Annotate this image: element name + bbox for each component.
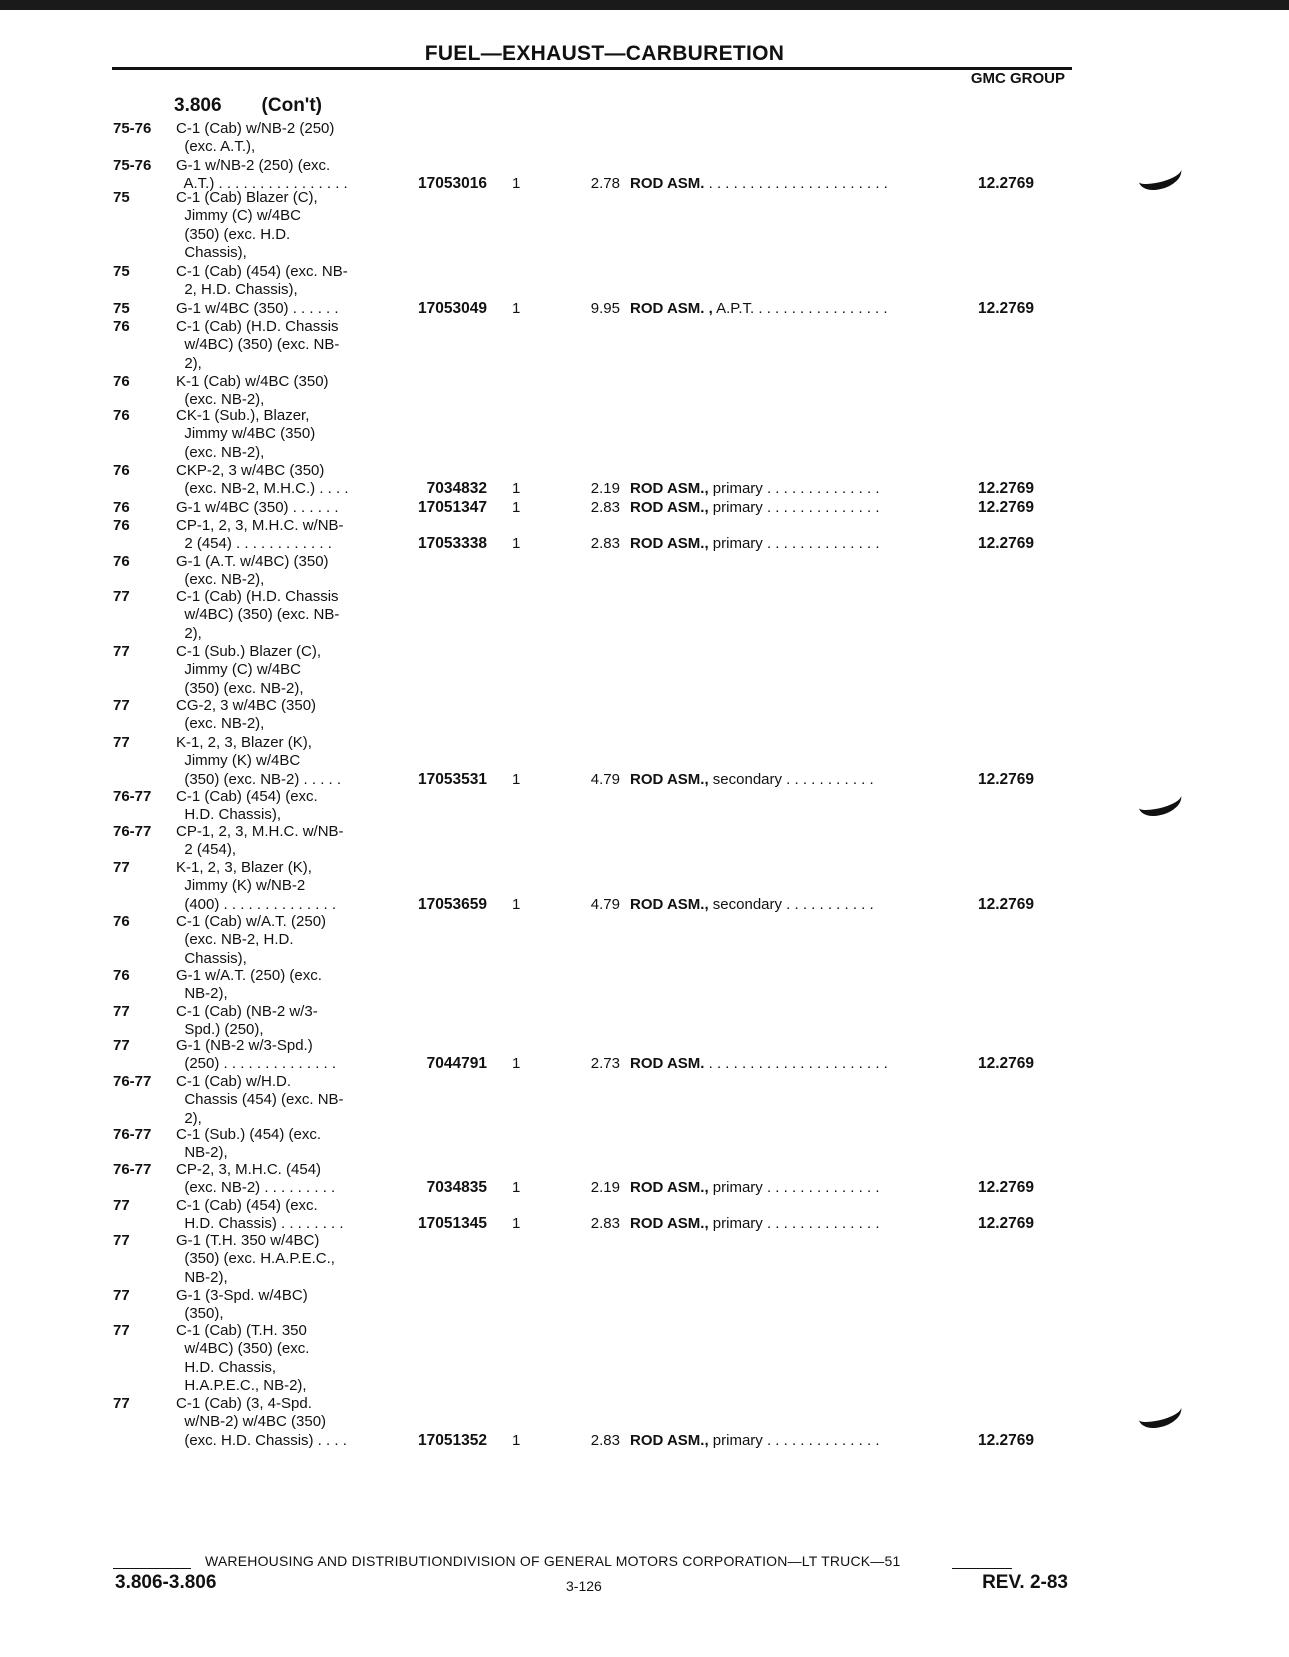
model-year: 77 xyxy=(113,734,130,751)
application-text: CK-1 (Sub.), Blazer, Jimmy w/4BC (350) (exc. NB-2), xyxy=(176,407,316,461)
application-text: K-1, 2, 3, Blazer (K), Jimmy (K) w/NB-2 (400) . . . . . . . . . . . . . . xyxy=(176,859,337,913)
group-number: 12.2769 xyxy=(978,175,1035,193)
part-number: 7044791 xyxy=(426,1055,487,1073)
model-year: 77 xyxy=(113,1232,130,1249)
part-description xyxy=(630,896,950,913)
price: 2.19 xyxy=(590,480,620,498)
application-text: C-1 (Sub.) Blazer (C), Jimmy (C) w/4BC (350) (exc. NB-2), xyxy=(176,643,322,697)
part-qualifier: secondary . . . . . . . . . . . xyxy=(708,770,874,788)
model-year: 77 xyxy=(113,1322,130,1339)
footer-rule-left xyxy=(113,1568,191,1569)
application-text: K-1, 2, 3, Blazer (K), Jimmy (K) w/4BC (350) (exc. NB-2) . . . . . xyxy=(176,734,342,788)
part-qualifier: primary . . . . . . . . . . . . . . xyxy=(708,535,880,553)
model-year: 76-77 xyxy=(113,1161,152,1178)
part-number: 17051352 xyxy=(418,1431,487,1449)
part-description xyxy=(630,499,950,516)
part-name: ROD ASM., xyxy=(630,499,709,516)
group-number: 12.2769 xyxy=(978,535,1035,553)
part-number: 17053016 xyxy=(418,175,487,193)
part-qualifier: primary . . . . . . . . . . . . . . xyxy=(708,1431,880,1449)
price: 9.95 xyxy=(590,300,620,317)
part-qualifier: primary . . . . . . . . . . . . . . xyxy=(708,1179,880,1197)
part-number: 7034832 xyxy=(426,480,487,498)
part-name: ROD ASM., xyxy=(630,1431,709,1449)
part-name: ROD ASM. xyxy=(630,1055,705,1073)
model-year: 77 xyxy=(113,1037,130,1054)
application-text: C-1 (Cab) (454) (exc. H.D. Chassis), xyxy=(176,788,318,824)
part-name: ROD ASM., xyxy=(630,1215,709,1233)
page-title: FUEL—EXHAUST—CARBURETION xyxy=(424,42,785,65)
application-text: G-1 (NB-2 w/3-Spd.) (250) . . . . . . . . . . . . . . xyxy=(176,1037,337,1073)
group-number: 12.2769 xyxy=(978,499,1035,516)
section-number: 3.806 xyxy=(174,95,222,116)
application-text: C-1 (Cab) (NB-2 w/3- Spd.) (250), xyxy=(176,1003,318,1039)
footer-range: 3.806-3.806 xyxy=(115,1572,217,1593)
model-year: 75 xyxy=(113,189,130,206)
binder-mark-middle xyxy=(1136,784,1185,820)
part-description xyxy=(630,1215,950,1232)
group-label: GMC GROUP xyxy=(970,70,1065,87)
price: 4.79 xyxy=(590,895,620,913)
part-name: ROD ASM., xyxy=(630,895,709,913)
section-note: (Con't) xyxy=(261,95,322,116)
part-qualifier: . . . . . . . . . . . . . . . . . . . . . . xyxy=(704,1055,888,1073)
model-year: 76-77 xyxy=(113,1073,152,1090)
application-text: CG-2, 3 w/4BC (350) (exc. NB-2), xyxy=(176,697,317,733)
application-text: CP-2, 3, M.H.C. (454) (exc. NB-2) . . . . . . . . . xyxy=(176,1161,336,1197)
part-description xyxy=(630,175,950,192)
model-year: 77 xyxy=(113,1395,130,1412)
quantity: 1 xyxy=(512,1055,521,1073)
model-year: 77 xyxy=(113,1197,130,1214)
application-text: G-1 w/A.T. (250) (exc. NB-2), xyxy=(176,967,322,1003)
application-text: C-1 (Cab) Blazer (C), Jimmy (C) w/4BC (350) (exc. H.D. Chassis), xyxy=(176,189,318,262)
part-description xyxy=(630,1432,950,1449)
quantity: 1 xyxy=(512,499,521,516)
part-description xyxy=(630,300,950,317)
part-name: ROD ASM., xyxy=(630,535,709,553)
application-text: C-1 (Cab) w/H.D. Chassis (454) (exc. NB- 2), xyxy=(176,1073,344,1127)
part-number: 17053659 xyxy=(418,895,487,913)
part-number: 7034835 xyxy=(426,1179,487,1197)
footer-rule-right xyxy=(952,1568,1012,1569)
footer-revision: REV. 2-83 xyxy=(982,1572,1068,1593)
part-qualifier: secondary . . . . . . . . . . . xyxy=(708,895,874,913)
price: 2.83 xyxy=(590,1431,620,1449)
footer-division: WAREHOUSING AND DISTRIBUTIONDIVISION OF GENERAL MOTORS CORPORATION—LT TRUCK—51 xyxy=(205,1553,901,1569)
part-name: ROD ASM. , xyxy=(630,300,713,317)
price: 2.19 xyxy=(590,1179,620,1197)
part-description xyxy=(630,535,950,552)
quantity: 1 xyxy=(512,1215,521,1233)
model-year: 76 xyxy=(113,462,130,479)
group-number: 12.2769 xyxy=(978,1055,1035,1073)
price: 4.79 xyxy=(590,770,620,788)
part-qualifier: primary . . . . . . . . . . . . . . xyxy=(708,1215,880,1233)
model-year: 76 xyxy=(113,373,130,390)
model-year: 76 xyxy=(113,553,130,570)
application-text: CP-1, 2, 3, M.H.C. w/NB- 2 (454), xyxy=(176,823,344,859)
application-text: C-1 (Cab) (H.D. Chassis w/4BC) (350) (exc. NB- 2), xyxy=(176,318,340,372)
part-number: 17053531 xyxy=(418,770,487,788)
group-number: 12.2769 xyxy=(978,770,1035,788)
application-text: C-1 (Cab) w/NB-2 (250) (exc. A.T.), xyxy=(176,120,335,156)
quantity: 1 xyxy=(512,535,521,553)
part-qualifier: A.P.T. . . . . . . . . . . . . . . . . xyxy=(712,300,888,317)
part-description xyxy=(630,480,950,497)
application-text: CKP-2, 3 w/4BC (350) (exc. NB-2, M.H.C.) . . . . xyxy=(176,462,349,498)
quantity: 1 xyxy=(512,300,521,317)
model-year: 76 xyxy=(113,499,130,516)
application-text: C-1 (Cab) (3, 4-Spd. w/NB-2) w/4BC (350) (exc. H.D. Chassis) . . . . xyxy=(176,1395,347,1449)
group-number: 12.2769 xyxy=(978,480,1035,498)
footer-page-number: 3-126 xyxy=(566,1578,602,1594)
quantity: 1 xyxy=(512,1179,521,1197)
price: 2.73 xyxy=(590,1055,620,1073)
quantity: 1 xyxy=(512,895,521,913)
model-year: 76-77 xyxy=(113,823,152,840)
section-heading xyxy=(174,95,322,117)
part-description xyxy=(630,1179,950,1196)
price: 2.78 xyxy=(590,175,620,193)
part-number: 17053338 xyxy=(418,535,487,553)
part-qualifier: . . . . . . . . . . . . . . . . . . . . . . xyxy=(704,175,888,193)
model-year: 76-77 xyxy=(113,788,152,805)
group-number: 12.2769 xyxy=(978,1215,1035,1233)
model-year: 76 xyxy=(113,913,130,930)
part-number: 17051347 xyxy=(418,499,487,516)
part-qualifier: primary . . . . . . . . . . . . . . xyxy=(708,499,880,516)
part-name: ROD ASM., xyxy=(630,480,709,498)
part-number: 17053049 xyxy=(418,300,487,317)
application-text: G-1 (3-Spd. w/4BC) (350), xyxy=(176,1287,308,1323)
application-text: C-1 (Cab) (T.H. 350 w/4BC) (350) (exc. H.D. Chassis, H.A.P.E.C., NB-2), xyxy=(176,1322,310,1395)
model-year: 75 xyxy=(113,263,130,280)
model-year: 76 xyxy=(113,967,130,984)
application-text: C-1 (Cab) (454) (exc. H.D. Chassis) . . . . . . . . xyxy=(176,1197,344,1233)
application-text: CP-1, 2, 3, M.H.C. w/NB- 2 (454) . . . . . . . . . . . . xyxy=(176,517,344,553)
model-year: 77 xyxy=(113,859,130,876)
price: 2.83 xyxy=(590,535,620,553)
model-year: 76 xyxy=(113,517,130,534)
model-year: 75-76 xyxy=(113,157,152,174)
application-text: G-1 (T.H. 350 w/4BC) (350) (exc. H.A.P.E.C., NB-2), xyxy=(176,1232,335,1286)
part-number: 17051345 xyxy=(418,1215,487,1233)
model-year: 77 xyxy=(113,588,130,605)
title-rule xyxy=(112,67,1072,70)
quantity: 1 xyxy=(512,480,521,498)
group-number: 12.2769 xyxy=(978,300,1035,317)
part-description xyxy=(630,771,950,788)
quantity: 1 xyxy=(512,1431,521,1449)
group-number: 12.2769 xyxy=(978,1431,1035,1449)
top-border xyxy=(0,0,1289,10)
part-description xyxy=(630,1055,950,1072)
application-text: K-1 (Cab) w/4BC (350) (exc. NB-2), xyxy=(176,373,329,409)
model-year: 76 xyxy=(113,318,130,335)
model-year: 77 xyxy=(113,643,130,660)
binder-mark-top xyxy=(1136,158,1185,194)
application-text: C-1 (Cab) (454) (exc. NB- 2, H.D. Chassis), xyxy=(176,263,348,299)
application-text: G-1 w/NB-2 (250) (exc. A.T.) . . . . . . . . . . . . . . . . xyxy=(176,157,348,193)
model-year: 76 xyxy=(113,407,130,424)
model-year: 75-76 xyxy=(113,120,152,137)
model-year: 75 xyxy=(113,300,130,317)
price: 2.83 xyxy=(590,499,620,516)
application-text: C-1 (Cab) (H.D. Chassis w/4BC) (350) (exc. NB- 2), xyxy=(176,588,340,642)
part-name: ROD ASM., xyxy=(630,1179,709,1197)
part-name: ROD ASM. xyxy=(630,175,705,193)
model-year: 76-77 xyxy=(113,1126,152,1143)
price: 2.83 xyxy=(590,1215,620,1233)
application-text: C-1 (Cab) w/A.T. (250) (exc. NB-2, H.D. Chassis), xyxy=(176,913,327,967)
application-text: G-1 w/4BC (350) . . . . . . xyxy=(176,499,339,516)
model-year: 77 xyxy=(113,1003,130,1020)
application-text: G-1 w/4BC (350) . . . . . . xyxy=(176,300,339,317)
group-number: 12.2769 xyxy=(978,895,1035,913)
part-qualifier: primary . . . . . . . . . . . . . . xyxy=(708,480,880,498)
quantity: 1 xyxy=(512,770,521,788)
part-name: ROD ASM., xyxy=(630,770,709,788)
application-text: C-1 (Sub.) (454) (exc. NB-2), xyxy=(176,1126,322,1162)
group-number: 12.2769 xyxy=(978,1179,1035,1197)
quantity: 1 xyxy=(512,175,521,193)
model-year: 77 xyxy=(113,697,130,714)
model-year: 77 xyxy=(113,1287,130,1304)
application-text: G-1 (A.T. w/4BC) (350) (exc. NB-2), xyxy=(176,553,329,589)
binder-mark-bottom xyxy=(1136,1396,1185,1432)
